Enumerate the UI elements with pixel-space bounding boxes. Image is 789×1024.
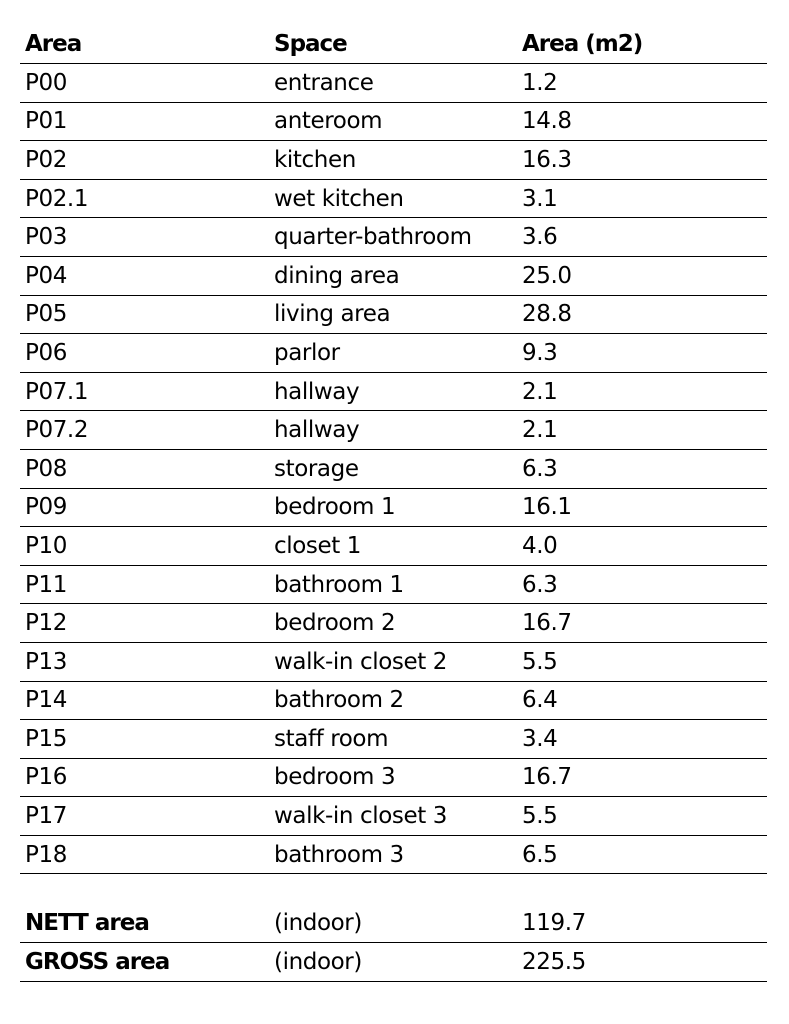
summary-label-cell: GROSS area <box>20 943 269 982</box>
table-row <box>20 411 767 450</box>
space-name-cell: quarter-bathroom <box>269 218 517 257</box>
area-value-cell: 16.7 <box>517 604 767 643</box>
area-value-cell: 25.0 <box>517 256 767 295</box>
area-value-cell: 2.1 <box>517 411 767 450</box>
area-value-cell: 9.3 <box>517 334 767 373</box>
table-row <box>20 758 767 797</box>
table-spacer-row <box>20 874 767 905</box>
space-name-cell: staff room <box>269 720 517 759</box>
area-value-cell: 5.5 <box>517 797 767 836</box>
summary-row <box>20 943 767 982</box>
table-row <box>20 835 767 874</box>
area-code-cell: P02 <box>20 141 269 180</box>
area-code-cell: P18 <box>20 835 269 874</box>
space-name-cell: walk-in closet 2 <box>269 642 517 681</box>
area-value-cell: 2.1 <box>517 372 767 411</box>
space-name-cell: hallway <box>269 372 517 411</box>
area-code-cell: P09 <box>20 488 269 527</box>
area-code-cell: P17 <box>20 797 269 836</box>
area-value-cell: 16.7 <box>517 758 767 797</box>
space-name-cell: hallway <box>269 411 517 450</box>
summary-scope-cell: (indoor) <box>269 943 517 982</box>
area-code-cell: P05 <box>20 295 269 334</box>
area-code-cell: P00 <box>20 64 269 103</box>
spacer-cell <box>517 874 767 905</box>
area-code-cell: P02.1 <box>20 179 269 218</box>
table-row <box>20 527 767 566</box>
space-name-cell: dining area <box>269 256 517 295</box>
area-code-cell: P16 <box>20 758 269 797</box>
header-row <box>20 24 767 64</box>
area-schedule-table <box>20 24 767 982</box>
area-code-cell: P07.1 <box>20 372 269 411</box>
area-value-cell: 6.4 <box>517 681 767 720</box>
table-row <box>20 64 767 103</box>
table-row <box>20 720 767 759</box>
area-value-cell: 6.3 <box>517 565 767 604</box>
area-code-cell: P15 <box>20 720 269 759</box>
area-code-cell: P04 <box>20 256 269 295</box>
table-body <box>20 64 767 874</box>
area-code-cell: P12 <box>20 604 269 643</box>
table-row <box>20 256 767 295</box>
area-code-cell: P01 <box>20 102 269 141</box>
space-name-cell: bedroom 2 <box>269 604 517 643</box>
summary-label-cell: NETT area <box>20 904 269 942</box>
table-row <box>20 488 767 527</box>
summary-row <box>20 904 767 942</box>
area-code-cell: P08 <box>20 449 269 488</box>
area-value-cell: 16.3 <box>517 141 767 180</box>
table-summary <box>20 874 767 981</box>
space-name-cell: bedroom 3 <box>269 758 517 797</box>
space-name-cell: storage <box>269 449 517 488</box>
space-name-cell: wet kitchen <box>269 179 517 218</box>
spacer-cell <box>269 874 517 905</box>
area-code-cell: P14 <box>20 681 269 720</box>
area-value-cell: 3.4 <box>517 720 767 759</box>
area-code-cell: P06 <box>20 334 269 373</box>
spacer-cell <box>20 874 269 905</box>
table-header <box>20 24 767 64</box>
table-row <box>20 295 767 334</box>
area-value-cell: 3.6 <box>517 218 767 257</box>
table-row <box>20 179 767 218</box>
space-name-cell: bathroom 1 <box>269 565 517 604</box>
area-code-cell: P11 <box>20 565 269 604</box>
column-header-area: Area <box>20 24 269 64</box>
area-code-cell: P13 <box>20 642 269 681</box>
table-row <box>20 334 767 373</box>
area-value-cell: 14.8 <box>517 102 767 141</box>
table-row <box>20 372 767 411</box>
summary-value-cell: 225.5 <box>517 943 767 982</box>
area-value-cell: 28.8 <box>517 295 767 334</box>
table-row <box>20 102 767 141</box>
area-value-cell: 4.0 <box>517 527 767 566</box>
area-code-cell: P03 <box>20 218 269 257</box>
table-row <box>20 141 767 180</box>
table-row <box>20 604 767 643</box>
column-header-space: Space <box>269 24 517 64</box>
space-name-cell: kitchen <box>269 141 517 180</box>
table-row <box>20 218 767 257</box>
area-value-cell: 1.2 <box>517 64 767 103</box>
space-name-cell: bathroom 3 <box>269 835 517 874</box>
space-name-cell: walk-in closet 3 <box>269 797 517 836</box>
area-value-cell: 16.1 <box>517 488 767 527</box>
space-name-cell: bedroom 1 <box>269 488 517 527</box>
table-row <box>20 681 767 720</box>
area-code-cell: P10 <box>20 527 269 566</box>
summary-scope-cell: (indoor) <box>269 904 517 942</box>
area-value-cell: 6.5 <box>517 835 767 874</box>
area-value-cell: 6.3 <box>517 449 767 488</box>
area-code-cell: P07.2 <box>20 411 269 450</box>
space-name-cell: parlor <box>269 334 517 373</box>
space-name-cell: entrance <box>269 64 517 103</box>
space-name-cell: anteroom <box>269 102 517 141</box>
space-name-cell: bathroom 2 <box>269 681 517 720</box>
column-header-area-m2: Area (m2) <box>517 24 767 64</box>
area-value-cell: 3.1 <box>517 179 767 218</box>
table-row <box>20 642 767 681</box>
space-name-cell: living area <box>269 295 517 334</box>
table-row <box>20 797 767 836</box>
summary-value-cell: 119.7 <box>517 904 767 942</box>
table-row <box>20 449 767 488</box>
table-row <box>20 565 767 604</box>
space-name-cell: closet 1 <box>269 527 517 566</box>
area-value-cell: 5.5 <box>517 642 767 681</box>
